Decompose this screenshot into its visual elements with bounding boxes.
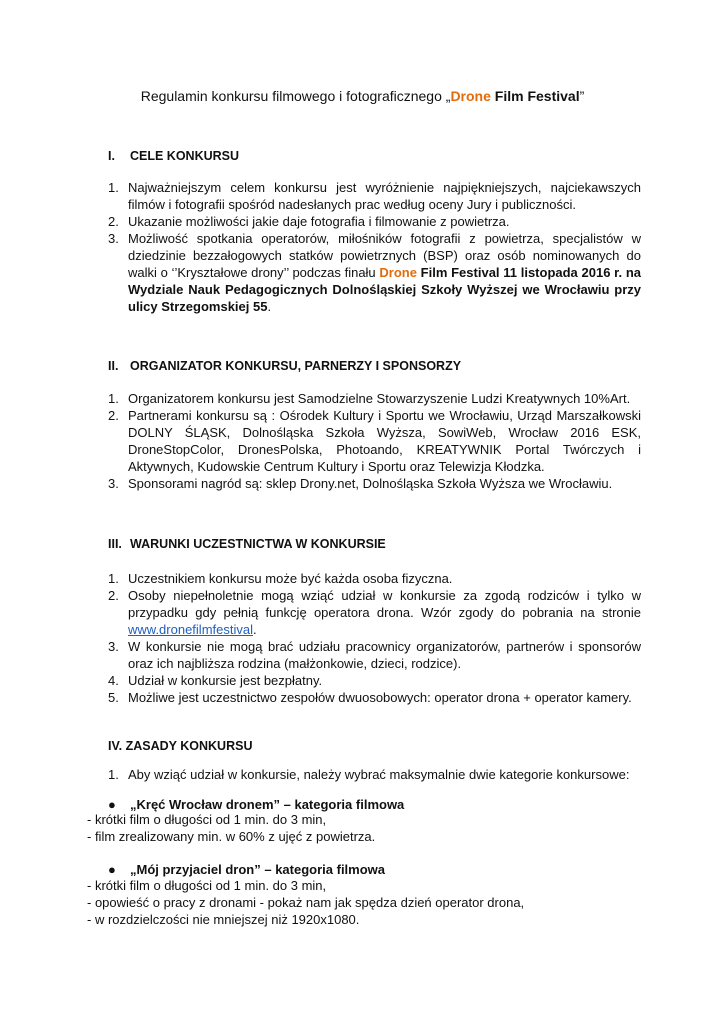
drone-highlight: Drone: [379, 265, 417, 280]
category-2-line: - krótki film o długości od 1 min. do 3 min,: [87, 878, 327, 893]
list-item: 2. Osoby niepełnoletnie mogą wziąć udział w konkursie za zgodą rodziców i tylko w przypadku gdy pełnią funkcję operatora drona. Wzór zgody do pobrania na stronie www.dronefilmfestival.: [108, 588, 641, 637]
section-1-list: [108, 179, 641, 315]
list-item: 1. Aby wziąć udział w konkursie, należy wybrać maksymalnie dwie kategorie konkursowe:: [108, 767, 630, 782]
category-2-heading: ● „Mój przyjaciel dron” – kategoria filmowa: [108, 862, 386, 877]
list-item: 3. Sponsorami nagród są: sklep Drony.net, Dolnośląska Szkoła Wyższa we Wrocławiu.: [108, 476, 613, 491]
title-prefix: Regulamin konkursu filmowego i fotograficznego „: [140, 88, 451, 104]
list-item: 3. W konkursie nie mogą brać udziału pracownicy organizatorów, partnerów i sponsorów oraz ich najbliższa rodzina (małżonkowie, dzieci, rodzice).: [108, 639, 641, 671]
section-4-list: [108, 766, 641, 783]
section-3-title: WARUNKI UCZESTNICTWA W KONKURSIE: [130, 537, 386, 551]
section-2-list: [108, 390, 641, 492]
section-2-title: ORGANIZATOR KONKURSU, PARNERZY I SPONSORZY: [130, 359, 462, 373]
section-3-list: [108, 570, 641, 706]
list-item: 1. Uczestnikiem konkursu może być każda osoba fizyczna.: [108, 571, 453, 586]
section-3-number: III.: [108, 537, 122, 551]
section-1-heading: [108, 148, 239, 165]
list-item: 1. Organizatorem konkursu jest Samodzielne Stowarzyszenie Ludzi Kreatywnych 10%Art.: [108, 391, 631, 406]
title-film-festival: Film Festival: [490, 88, 580, 104]
section-4-heading: IV. ZASADY KONKURSU: [108, 739, 253, 753]
list-item: 3. Możliwość spotkania operatorów, miłośników fotografii z powietrza, specjalistów w dziedzinie bezzałogowych statków powietrznych (BSP) oraz osób nominowanych do walki o ‘’Kryształowe drony’’ podczas finału Drone Film Festival 11 listopada 2016 r. na Wydziale Nauk Pedagogicznych Dolnośląskiej Szkoły Wyższej we Wrocławiu przy ulicy Strzegomskiej 55.: [108, 231, 641, 314]
category-1-line: - krótki film o długości od 1 min. do 3 min,: [87, 812, 327, 827]
list-item: 1. Najważniejszym celem konkursu jest wyróżnienie najpiękniejszych, najciekawszych filmów i fotografii spośród nadesłanych prac według oceny Jury i publiczności.: [108, 180, 641, 212]
section-2-heading: [108, 358, 461, 375]
section-3-heading: [108, 536, 386, 553]
bullet-icon: ●: [108, 797, 116, 812]
category-1-line: - film zrealizowany min. w 60% z ujęć z powietrza.: [87, 829, 376, 844]
title-drone: Drone: [450, 88, 491, 104]
list-item: 2. Partnerami konkursu są : Ośrodek Kultury i Sportu we Wrocławiu, Urząd Marszałkowski DOLNY ŚLĄSK, Dolnośląska Szkoła Wyższa, SowiWeb, Wrocław 2016 ESK, DroneStopColor, DronesPolska, Photoando, KREATYWNIK Portal Twórczych i Aktywnych, Kudowskie Centrum Kultury i Sportu oraz Telewizja Kłodzka.: [108, 408, 641, 474]
title-suffix: ”: [579, 88, 585, 104]
section-1-title: CELE KONKURSU: [130, 149, 240, 163]
section-1-number: I.: [108, 149, 115, 163]
category-2-line: - opowieść o pracy z dronami - pokaż nam jak spędza dzień operator drona,: [87, 895, 525, 910]
bullet-icon: ●: [108, 862, 116, 877]
list-item: 2. Ukazanie możliwości jakie daje fotografia i filmowanie z powietrza.: [108, 214, 510, 229]
section-2-number: II.: [108, 359, 119, 373]
list-item: 5. Możliwe jest uczestnictwo zespołów dwuosobowych: operator drona + operator kamery.: [108, 690, 632, 705]
list-item: 4. Udział w konkursie jest bezpłatny.: [108, 673, 323, 688]
website-link[interactable]: www.dronefilmfestival: [128, 622, 253, 637]
document-title: [0, 88, 725, 105]
category-1-heading: ● „Kręć Wrocław dronem” – kategoria filmowa: [108, 797, 405, 812]
category-2-line: - w rozdzielczości nie mniejszej niż 1920x1080.: [87, 912, 360, 927]
